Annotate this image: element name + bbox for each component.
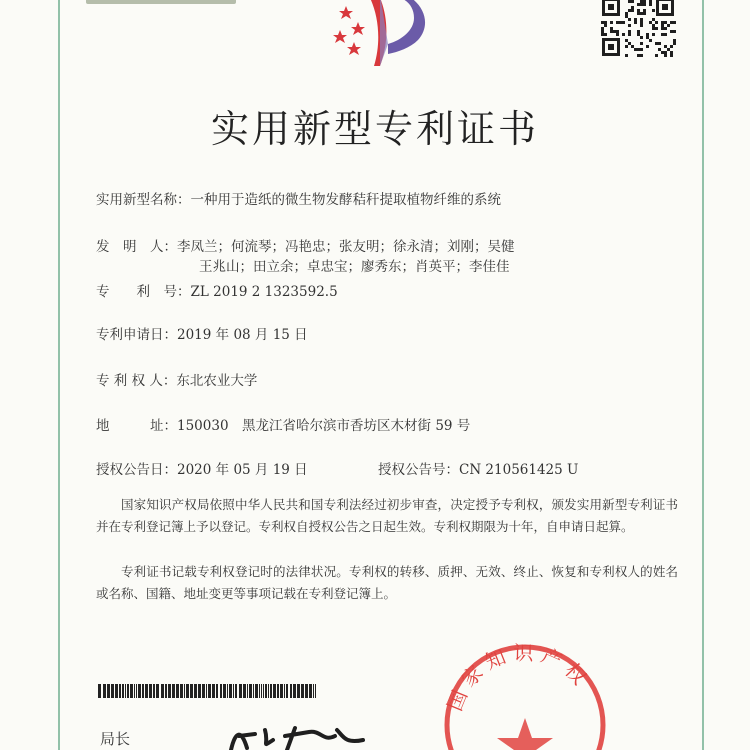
filing-date-row	[96, 326, 308, 344]
patent-number: ZL 2019 2 1323592.5	[190, 284, 338, 300]
director-label: 局长	[100, 730, 131, 748]
grant-number-row	[378, 461, 578, 479]
field-label: 实用新型名称：	[96, 192, 191, 208]
inventors-line-1: 李凤兰；何流琴；冯艳忠；张友明；徐永清；刘刚；吴健	[177, 239, 515, 255]
barcode-icon	[98, 684, 318, 698]
field-label: 专利申请日：	[96, 327, 177, 343]
statement-paragraph-1: 国家知识产权局依照中华人民共和国专利法经过初步审查，决定授予专利权，颁发实用新型专利证书并在专利登记簿上予以登记。专利权自授权公告之日起生效。专利权期限为十年，自申请日起算。	[96, 497, 678, 534]
patent-number-row	[96, 283, 338, 301]
statement-paragraph-2: 专利证书记载专利权登记时的法律状况。专利权的转移、质押、无效、终止、恢复和专利权人的姓名或名称、国籍、地址变更等事项记载在专利登记簿上。	[96, 564, 678, 601]
seal-text: 国家知识产权	[442, 640, 596, 715]
grant-number: CN 210561425 U	[459, 462, 579, 478]
field-label: 授权公告号：	[378, 462, 459, 478]
field-label: 发 明 人：	[96, 239, 177, 255]
field-label: 地 址：	[96, 418, 177, 434]
grant-date: 2020 年 05 月 19 日	[177, 462, 308, 478]
utility-model-name-row	[96, 191, 501, 209]
patentee: 东北农业大学	[176, 373, 258, 389]
field-label: 授权公告日：	[96, 462, 177, 478]
svg-text:国家知识产权	[442, 641, 595, 715]
field-label: 专 利 号：	[96, 284, 191, 300]
cnipa-logo-icon	[318, 0, 438, 70]
signature-icon	[225, 722, 375, 750]
qr-code-icon[interactable]	[600, 0, 676, 58]
certificate-title: 实用新型专利证书	[210, 107, 539, 151]
official-seal-icon	[440, 640, 610, 750]
field-label: 专 利 权 人：	[96, 373, 177, 389]
patentee-row	[96, 372, 257, 390]
address-row	[96, 417, 470, 435]
grant-date-row	[96, 461, 308, 479]
inventors-row	[96, 238, 515, 256]
inventors-row-2	[199, 258, 510, 276]
inventors-line-2: 王兆山；田立余；卓忠宝；廖秀东；肖英平；李佳佳	[199, 259, 510, 275]
top-ribbon	[86, 0, 236, 4]
filing-date: 2019 年 08 月 15 日	[177, 327, 308, 343]
utility-model-name: 一种用于造纸的微生物发酵秸秆提取植物纤维的系统	[190, 192, 501, 208]
address: 150030 黑龙江省哈尔滨市香坊区木材街 59 号	[177, 418, 471, 434]
